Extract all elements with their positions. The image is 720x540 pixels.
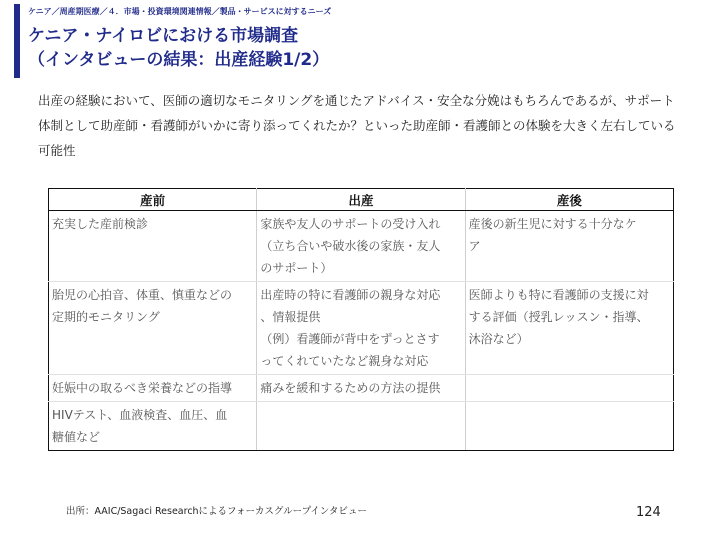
page-title-line1: ケニア・ナイロビにおける市場調査	[28, 26, 299, 46]
table-cell	[465, 375, 673, 402]
cell-line: 沐浴など）	[468, 332, 529, 346]
table-cell	[49, 282, 257, 375]
page-number: 124	[636, 505, 661, 520]
table-cell	[257, 211, 465, 282]
cell-line: ってくれていたなど親身な対応	[260, 354, 429, 368]
table-header-row	[49, 189, 674, 211]
cell-line: 産後の新生児に対する十分なケ	[468, 217, 637, 231]
cell-line: 出産時の特に看護師の親身な対応	[260, 288, 441, 302]
cell-line: 妊娠中の取るべき栄養などの指導	[52, 381, 233, 395]
cell-line: 痛みを緩和するための方法の提供	[260, 381, 441, 395]
cell-line: （立ち合いや破水後の家族・友人	[260, 239, 441, 253]
title-accent-bar	[14, 4, 20, 78]
cell-line: 定期的モニタリング	[52, 310, 160, 324]
table-row	[49, 211, 674, 282]
table-cell	[257, 375, 465, 402]
cell-line: する評価（授乳レッスン・指導、	[468, 310, 649, 324]
breadcrumb: ケニア／周産期医療／４．市場・投資環境関連情報／製品・サービスに対するニーズ	[28, 7, 332, 16]
cell-line: 糖値など	[52, 430, 101, 444]
cell-line: のサポート）	[260, 261, 333, 275]
column-header-prenatal: 産前	[49, 189, 257, 211]
table-row	[49, 282, 674, 375]
table-cell	[465, 282, 673, 375]
table-cell	[257, 282, 465, 375]
cell-line: 、情報提供	[260, 310, 321, 324]
cell-line: （例）看護師が背中をずっとさす	[260, 332, 440, 346]
source-note: 出所：AAIC/Sagaci Researchによるフォーカスグループインタビュー	[66, 506, 367, 517]
column-header-postnatal: 産後	[465, 189, 673, 211]
table-cell	[49, 402, 257, 451]
table-cell	[49, 375, 257, 402]
interview-findings-table	[48, 188, 674, 451]
table-cell	[465, 211, 673, 282]
page-title-line2: （インタビューの結果：出産経験1/2）	[28, 50, 330, 70]
table-cell	[49, 211, 257, 282]
column-header-delivery: 出産	[257, 189, 465, 211]
table-row	[49, 402, 674, 451]
table-cell	[465, 402, 673, 451]
cell-line: HIVテスト、血液検査、血圧、血	[52, 408, 228, 422]
cell-line: 家族や友人のサポートの受け入れ	[260, 217, 441, 231]
cell-line: 医師よりも特に看護師の支援に対	[468, 288, 649, 302]
cell-line: 胎児の心拍音、体重、慎重などの	[52, 288, 233, 302]
cell-line: ア	[468, 239, 481, 253]
table-cell	[257, 402, 465, 451]
cell-line: 充実した産前検診	[52, 217, 149, 231]
table-row	[49, 375, 674, 402]
page-title	[28, 24, 329, 72]
intro-paragraph: 出産の経験において、医師の適切なモニタリングを通じたアドバイス・安全な分娩はもちろんであるが、サポート体制として助産師・看護師がいかに寄り添ってくれたか？といった助産師・看護師との体験を大きく左右している可能性	[38, 93, 676, 158]
